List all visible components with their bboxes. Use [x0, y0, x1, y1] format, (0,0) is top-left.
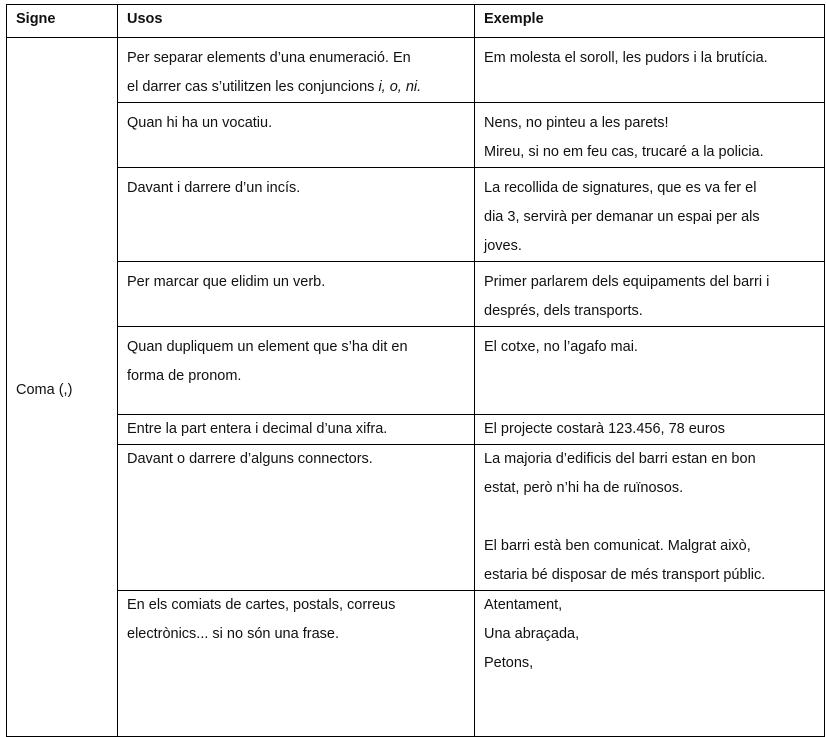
usos-cell [118, 327, 475, 415]
exemple-cell [475, 262, 825, 327]
exemple-line: Nens, no pinteu a les parets! [484, 115, 669, 131]
exemple-cell [475, 327, 825, 415]
exemple-line: El projecte costarà 123.456, 78 euros [484, 421, 726, 437]
usos-conjunctions: i, o, ni. [378, 79, 422, 95]
usos-text: el darrer cas s’utilitzen les conjuncions [127, 79, 375, 95]
exemple-cell [475, 38, 825, 103]
exemple-line: Petons, [484, 655, 534, 671]
exemple-line: joves. [484, 238, 522, 254]
exemple-line: La majoria d’edificis del barri estan en bon [484, 451, 756, 467]
table-row [7, 168, 825, 262]
table-row [7, 445, 825, 591]
exemple-cell [475, 103, 825, 168]
usos-cell [118, 103, 475, 168]
usos-cell [118, 38, 475, 103]
usos-cell [118, 168, 475, 262]
usos-line: Entre la part entera i decimal d’una xifra. [127, 421, 388, 437]
exemple-line: dia 3, servirà per demanar un espai per als [484, 209, 760, 225]
usos-cell [118, 591, 475, 737]
usos-line [127, 73, 465, 102]
exemple-line: estaria bé disposar de més transport públic. [484, 567, 766, 583]
usos-line [127, 44, 465, 73]
exemple-line: El cotxe, no l’agafo mai. [484, 339, 638, 355]
usos-cell [118, 415, 475, 445]
exemple-line: Una abraçada, [484, 626, 580, 642]
table-row [7, 415, 825, 445]
exemple-cell [475, 591, 825, 737]
exemple-line: estat, però n’hi ha de ruïnosos. [484, 480, 684, 496]
usos-line: Davant i darrere d’un incís. [127, 180, 301, 196]
usos-cell [118, 445, 475, 591]
sign-label: Coma (,) [16, 381, 73, 398]
paragraph-gap [484, 503, 815, 532]
exemple-line: Em molesta el soroll, les pudors i la brutícia. [484, 50, 768, 66]
usos-line: Quan hi ha un vocatiu. [127, 115, 273, 131]
usos-line: electrònics... si no són una frase. [127, 626, 339, 642]
exemple-cell [475, 168, 825, 262]
table-row [7, 38, 825, 103]
usos-cell [118, 262, 475, 327]
usos-text: Per separar elements d’una enumeració. En [127, 50, 411, 66]
usos-line: En els comiats de cartes, postals, correus [127, 597, 396, 613]
usos-line: Per marcar que elidim un verb. [127, 274, 326, 290]
exemple-line: La recollida de signatures, que es va fer el [484, 180, 757, 196]
header-signe: Signe [7, 5, 118, 38]
table-row [7, 262, 825, 327]
sign-cell [7, 38, 118, 737]
exemple-cell [475, 415, 825, 445]
usos-line: Quan dupliquem un element que s’ha dit en [127, 339, 408, 355]
exemple-line: Atentament, [484, 597, 563, 613]
usos-line: Davant o darrere d’alguns connectors. [127, 451, 373, 467]
exemple-cell [475, 445, 825, 591]
exemple-line: després, dels transports. [484, 303, 643, 319]
table-row [7, 591, 825, 737]
usos-line: forma de pronom. [127, 368, 242, 384]
punctuation-table [6, 4, 825, 737]
table-row [7, 103, 825, 168]
exemple-line: Mireu, si no em feu cas, trucaré a la policia. [484, 144, 764, 160]
table-row [7, 327, 825, 415]
header-exemple: Exemple [475, 5, 825, 38]
header-row [7, 5, 825, 38]
header-usos: Usos [118, 5, 475, 38]
exemple-line: Primer parlarem dels equipaments del barri i [484, 274, 770, 290]
exemple-line: El barri està ben comunicat. Malgrat això, [484, 538, 751, 554]
